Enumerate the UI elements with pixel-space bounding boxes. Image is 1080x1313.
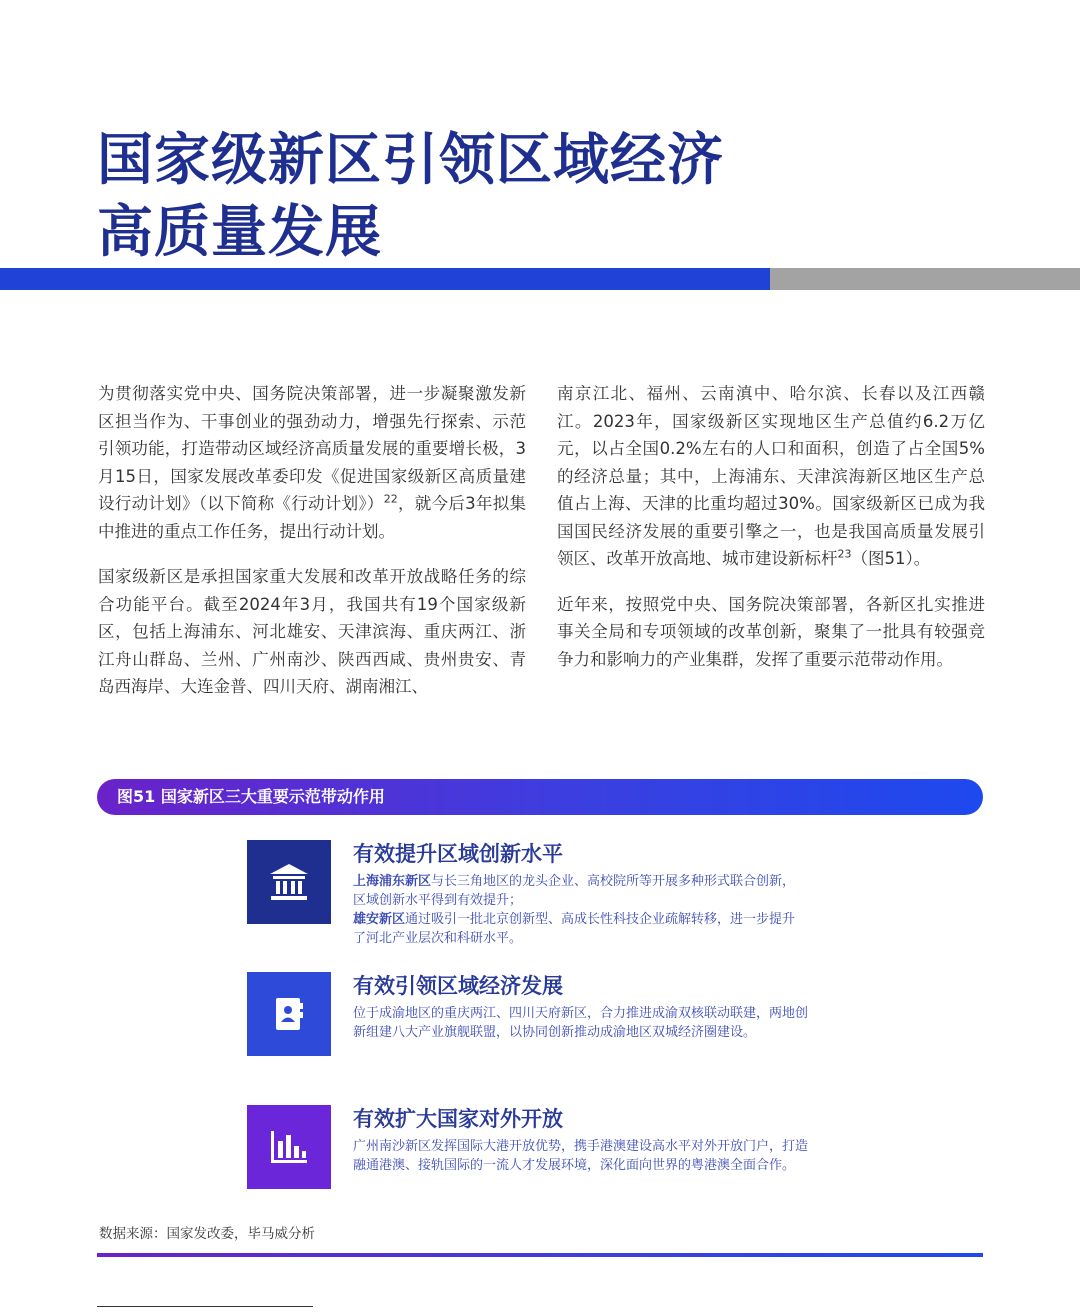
figure-item-text	[353, 1004, 808, 1042]
figure-item-text	[353, 872, 808, 948]
right-paragraph-2: 近年来，按照党中央、国务院决策部署，各新区扎实推进事关全局和专项领域的改革创新，聚集了一批具有较强竞争力和影响力的产业集群，发挥了重要示范带动作用。	[557, 594, 985, 669]
figure-bottom-rule	[97, 1253, 983, 1257]
left-paragraph-1	[98, 380, 526, 545]
footnote-ref-23: 23	[837, 547, 852, 561]
title-divider-gray	[770, 268, 1080, 290]
figure-item-heading: 有效提升区域创新水平	[353, 842, 563, 866]
left-paragraph-2: 国家级新区是承担国家重大发展和改革开放战略任务的综合功能平台。截至2024年3月，我国共有19个国家级新区，包括上海浦东、河北雄安、天津滨海、重庆两江、浙江舟山群岛、兰州、广州南沙、陕西西咸、贵州贵安、青岛西海岸、大连金普、四川天府、湖南湘江、	[98, 567, 526, 696]
figure-item-text	[353, 1137, 808, 1175]
institution-icon	[247, 840, 331, 924]
figure-item-innovation	[247, 840, 827, 952]
figure-item-regional	[247, 972, 827, 1062]
highlight-pudong: 上海浦东新区	[353, 874, 432, 889]
regional-text: 位于成渝地区的重庆两江、四川天府新区，合力推进成渝双核联动联建，两地创新组建八大产业旗舰联盟，以协同创新推动成渝地区双城经济圈建设。	[353, 1006, 809, 1040]
page-title	[97, 125, 997, 269]
left-column	[98, 380, 526, 719]
figure-title: 图51 国家新区三大重要示范带动作用	[117, 787, 385, 806]
pudong-text: 与长三角地区的龙头企业、高校院所等开展多种形式联合创新，区域创新水平得到有效提升；	[353, 874, 796, 908]
figure-item-heading: 有效引领区域经济发展	[353, 974, 563, 998]
right-p1-text: 南京江北、福州、云南滇中、哈尔滨、长春以及江西赣江。2023年，国家级新区实现地区生产总值约6.2万亿元，以占全国0.2%左右的人口和面积，创造了占全国5%的经济总量；其中，上海浦东、天津滨海新区地区生产总值占上海、天津的比重均超过30%。国家级新区已成为我国国民经济发展的重要引擎之一，也是我国高质量发展引领区、改革开放高地、城市建设新标杆	[557, 384, 985, 568]
right-p1-tail: （图51）。	[851, 549, 931, 568]
title-divider-blue	[0, 268, 770, 290]
figure-item-opening	[247, 1105, 827, 1195]
footnote-separator	[97, 1306, 313, 1307]
bar-chart-icon	[247, 1105, 331, 1189]
right-column	[557, 380, 985, 691]
left-p1-tail: ，就今后3年拟集中推进的重点工作任务，提出行动计划。	[98, 494, 527, 541]
footnote-ref-22: 22	[383, 492, 398, 506]
data-source: 数据来源：国家发改委，毕马威分析	[99, 1226, 315, 1242]
figure-item-heading: 有效扩大国家对外开放	[353, 1107, 563, 1131]
figure-banner	[97, 779, 983, 815]
page-title-line-2: 高质量发展	[97, 200, 382, 265]
xiongan-text: 通过吸引一批北京创新型、高成长性科技企业疏解转移，进一步提升了河北产业层次和科研水平。	[353, 912, 796, 946]
opening-text: 广州南沙新区发挥国际大港开放优势，携手港澳建设高水平对外开放门户，打造融通港澳、接轨国际的一流人才发展环境，深化面向世界的粤港澳全面合作。	[353, 1139, 809, 1173]
left-p1-text: 为贯彻落实党中央、国务院决策部署，进一步凝聚激发新区担当作为、干事创业的强劲动力，增强先行探索、示范引领功能，打造带动区域经济高质量发展的重要增长极，3月15日，国家发展改革委印发《促进国家级新区高质量建设行动计划》（以下简称《行动计划》）	[98, 384, 526, 513]
page-title-line-1: 国家级新区引领区域经济	[97, 128, 724, 193]
contact-book-icon	[247, 972, 331, 1056]
highlight-xiongan: 雄安新区	[353, 912, 406, 927]
right-paragraph-1	[557, 380, 985, 573]
